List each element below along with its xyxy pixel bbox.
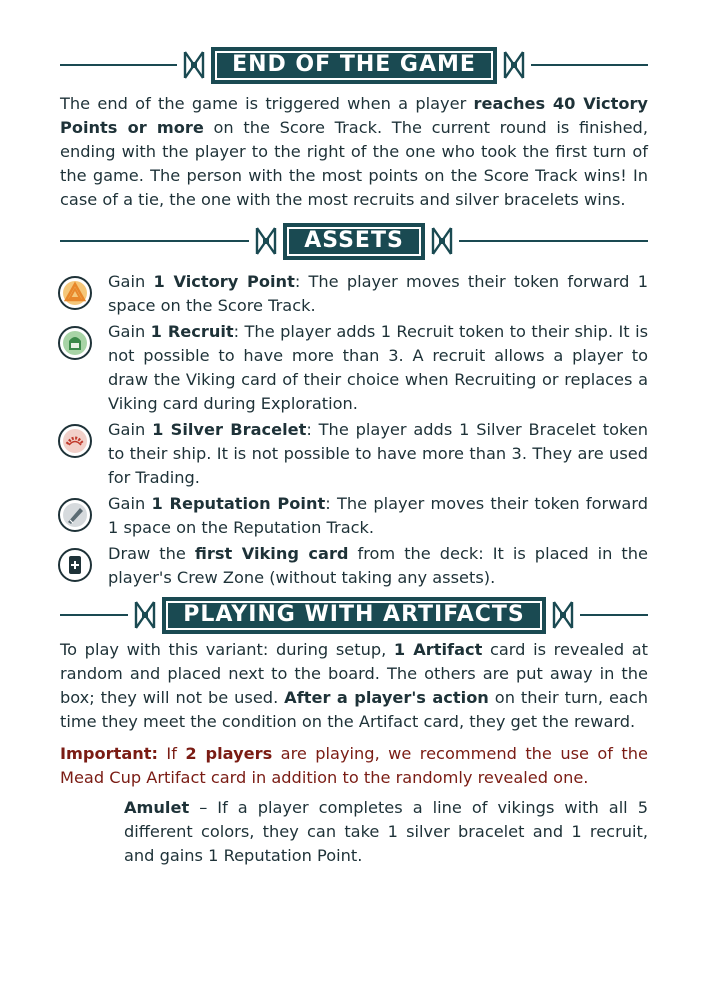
text-run: Gain	[108, 322, 151, 341]
asset-item-recruit	[60, 320, 648, 416]
draw-card-icon	[58, 548, 92, 582]
section-header-end	[60, 42, 648, 88]
bold-run: reaches 40 Victory Points or more	[60, 94, 648, 137]
reputation-point-icon	[58, 498, 92, 532]
important-label: Important:	[60, 744, 158, 763]
text-run: : The player moves their token forward 1 space on the Reputation Track.	[108, 494, 648, 537]
asset-item-draw-card	[60, 542, 648, 590]
bold-run: 1 Artifact	[393, 640, 483, 659]
artifact-amulet	[124, 796, 648, 868]
text-run: : The player adds 1 Silver Bracelet token to their ship. It is not possible to have more than 3. They are used for Trading.	[108, 420, 649, 487]
bold-run: 1 Silver Bracelet	[152, 420, 307, 439]
bold-run: first Viking card	[194, 544, 349, 563]
section-title: ASSETS	[283, 223, 425, 260]
text-run: To play with this variant: during setup,	[60, 640, 394, 659]
section-header-artifacts	[60, 592, 648, 638]
text-run: If	[157, 744, 186, 763]
section-header-assets	[60, 218, 648, 264]
celtic-knot-icon	[253, 224, 279, 258]
text-run: card is revealed at random and placed next to the board. The others are put away in the box; they will not be used.	[60, 640, 648, 707]
text-run: : The player adds 1 Recruit token to their ship. It is not possible to have more than 3. A recruit allows a player to draw the Viking card of their choice when Recruiting or replaces a Viking card during Exploration.	[108, 322, 648, 413]
celtic-knot-icon	[501, 48, 527, 82]
end-of-game-paragraph	[60, 92, 648, 212]
artifact-name: Amulet	[124, 798, 190, 817]
section-title: PLAYING WITH ARTIFACTS	[162, 597, 546, 634]
artifact-description: – If a player completes a line of vikings with all 5 different colors, they can take 1 silver bracelet and 1 recruit, and gains 1 Reputation Point.	[124, 798, 648, 865]
celtic-knot-icon	[132, 598, 158, 632]
text-run: The end of the game is triggered when a player	[60, 94, 474, 113]
important-note	[60, 742, 648, 790]
asset-item-victory-point	[60, 270, 648, 318]
text-run: Gain	[108, 494, 152, 513]
text-run: from the deck: It is placed in the player's Crew Zone (without taking any assets).	[108, 544, 648, 587]
silver-bracelet-icon	[58, 424, 92, 458]
bold-run: After a player's action	[284, 688, 489, 707]
section-title: END OF THE GAME	[211, 47, 497, 84]
asset-item-silver-bracelet	[60, 418, 648, 490]
text-run: : The player moves their token forward 1 space on the Score Track.	[108, 272, 648, 315]
asset-item-reputation-point	[60, 492, 648, 540]
bold-run: 1 Reputation Point	[151, 494, 326, 513]
assets-list	[60, 270, 648, 590]
rules-page	[60, 42, 648, 868]
celtic-knot-icon	[550, 598, 576, 632]
text-run: Gain	[108, 272, 154, 291]
victory-point-icon	[58, 276, 92, 310]
celtic-knot-icon	[429, 224, 455, 258]
bold-run: 2 players	[185, 744, 273, 763]
text-run: on the Score Track. The current round is finished, ending with the player to the right of the one who took the first turn of the game. The person with the most points on the Score Track wins! In case of a tie, the one with the most recruits and silver bracelets wins.	[60, 118, 648, 209]
text-run: Draw the	[108, 544, 195, 563]
text-run: on their turn, each time they meet the condition on the Artifact card, they get the reward.	[60, 688, 648, 731]
bold-run: 1 Victory Point	[153, 272, 295, 291]
text-run: Gain	[108, 420, 153, 439]
text-run: are playing, we recommend the use of the Mead Cup Artifact card in addition to the randomly revealed one.	[60, 744, 648, 787]
bold-run: 1 Recruit	[150, 322, 234, 341]
recruit-icon	[58, 326, 92, 360]
artifacts-paragraph	[60, 638, 648, 734]
celtic-knot-icon	[181, 48, 207, 82]
